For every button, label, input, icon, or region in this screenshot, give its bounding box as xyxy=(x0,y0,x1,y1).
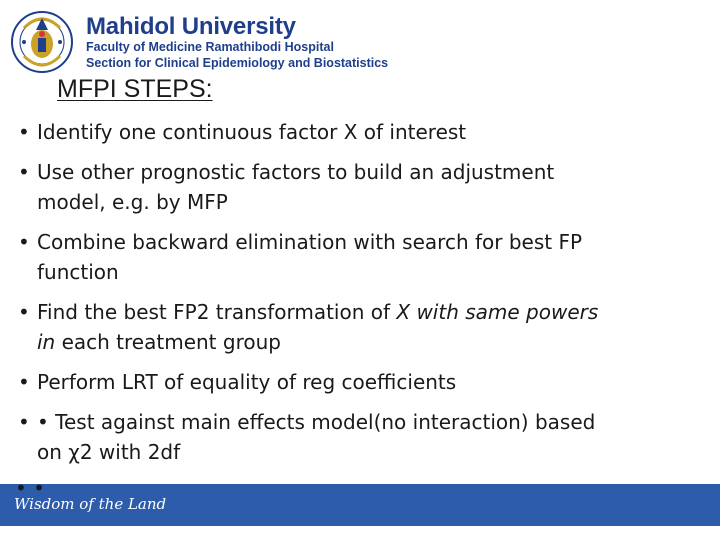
faculty-name: Faculty of Medicine Ramathibodi Hospital xyxy=(86,40,334,54)
bullet-text: • Use other prognostic factors to build an adjustment xyxy=(37,160,555,184)
university-name: Mahidol University xyxy=(86,13,296,40)
bullet-text-continued: on χ2 with 2df xyxy=(37,440,181,464)
bullet-text: • • Test against main effects model(no interaction) based xyxy=(37,410,596,434)
stray-bullet-marks: • • xyxy=(15,476,45,500)
bullet-item xyxy=(18,367,708,397)
bullet-item xyxy=(18,407,708,467)
bullet-text xyxy=(37,297,708,327)
bullet-item xyxy=(18,117,708,147)
bullet-item xyxy=(18,297,708,357)
bullet-text-italic: X with same powers xyxy=(396,300,599,324)
footer-motto: Wisdom of the Land xyxy=(14,495,167,513)
bullet-text-plain: each treatment group xyxy=(55,330,281,354)
bullet-text-continued: function xyxy=(37,260,119,284)
bullet-text: • Identify one continuous factor X of interest xyxy=(37,120,467,144)
section-name: Section for Clinical Epidemiology and Biostatistics xyxy=(86,56,389,70)
slide-title: MFPI STEPS: xyxy=(57,75,213,103)
bullet-list xyxy=(18,117,708,477)
bullet-text-plain: Find the best FP2 transformation of xyxy=(37,300,397,324)
bullet-text-continued xyxy=(37,327,708,357)
bullet-text: • Combine backward elimination with search for best FP xyxy=(37,230,583,254)
footer-band xyxy=(0,484,720,526)
bullet-text: • Perform LRT of equality of reg coefficients xyxy=(37,370,457,394)
bullet-item xyxy=(18,157,708,217)
header xyxy=(0,0,720,80)
footer-stripe xyxy=(0,526,720,540)
university-seal-icon xyxy=(10,8,74,76)
bullet-text-italic: in xyxy=(37,330,56,354)
bullet-item xyxy=(18,227,708,287)
bullet-text-continued: model, e.g. by MFP xyxy=(37,190,228,214)
